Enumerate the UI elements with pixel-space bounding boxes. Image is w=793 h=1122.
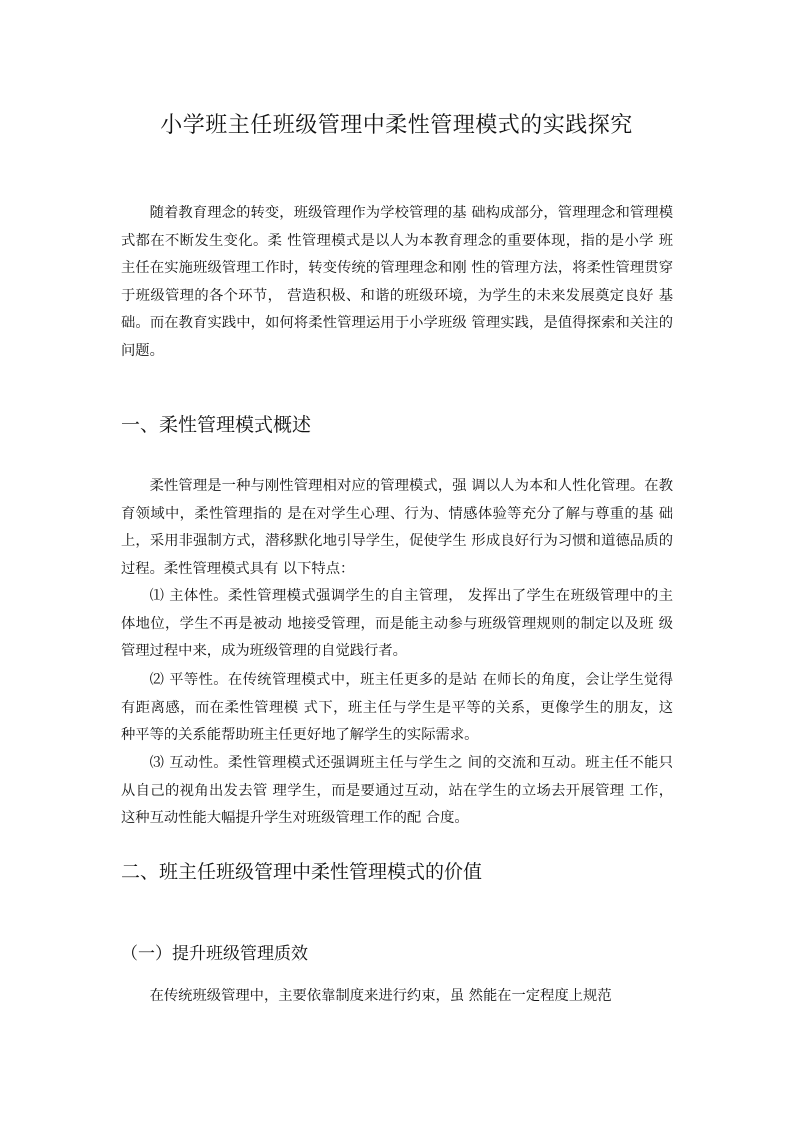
section2-heading: 二、班主任班级管理中柔性管理模式的价值: [121, 861, 483, 883]
section1-paragraph-1: 柔性管理是一种与刚性管理相对应的管理模式，强 调以人为本和人性化管理。在教育领域中，柔性管理指的 是在对学生心理、行为、情感体验等充分了解与尊重的基 础上，采用非强制方式，潜移默化地引导学生，促使学生 形成良好行为习惯和道德品质的过程。柔性管理模式具有 以下特点：: [121, 478, 673, 577]
section1-paragraph-4: ⑶ 互动性。柔性管理模式还强调班主任与学生之 间的交流和互动。班主任不能只从自己的视角出发去管 理学生，而是要通过互动，站在学生的立场去开展管理 工作，这种互动性能大幅提升学生对班级管理工作的配 合度。: [121, 755, 673, 827]
intro-paragraph: 随着教育理念的转变，班级管理作为学校管理的基 础构成部分，管理理念和管理模式都在不断发生变化。柔 性管理模式是以人为本教育理念的重要体现，指的是小学 班主任在实施班级管理工作时，转变传统的管理理念和刚 性的管理方法，将柔性管理贯穿于班级管理的各个环节， 营造积极、和谐的班级环境，为学生的未来发展奠定良好 基础。而在教育实践中，如何将柔性管理运用于小学班级 管理实践，是值得探索和关注的问题。: [121, 205, 673, 359]
section1-paragraph-2: ⑴ 主体性。柔性管理模式强调学生的自主管理， 发挥出了学生在班级管理中的主体地位，学生不再是被动 地接受管理，而是能主动参与班级管理规则的制定以及班 级管理过程中来，成为班级管理的自觉践行者。: [121, 588, 673, 660]
page-title: 小学班主任班级管理中柔性管理模式的实践探究: [160, 113, 633, 138]
section2-sub1-heading: （一）提升班级管理质效: [121, 944, 308, 964]
section2-sub1-paragraph: 在传统班级管理中，主要依靠制度来进行约束，虽 然能在一定程度上规范: [149, 988, 612, 1004]
section1-paragraph-3: ⑵ 平等性。在传统管理模式中，班主任更多的是站 在师长的角度，会让学生觉得有距离感，而在柔性管理模 式下，班主任与学生是平等的关系，更像学生的朋友，这 种平等的关系能帮助班主任更好地了解学生的实际需求。: [121, 672, 673, 744]
section1-heading: 一、柔性管理模式概述: [121, 414, 312, 436]
